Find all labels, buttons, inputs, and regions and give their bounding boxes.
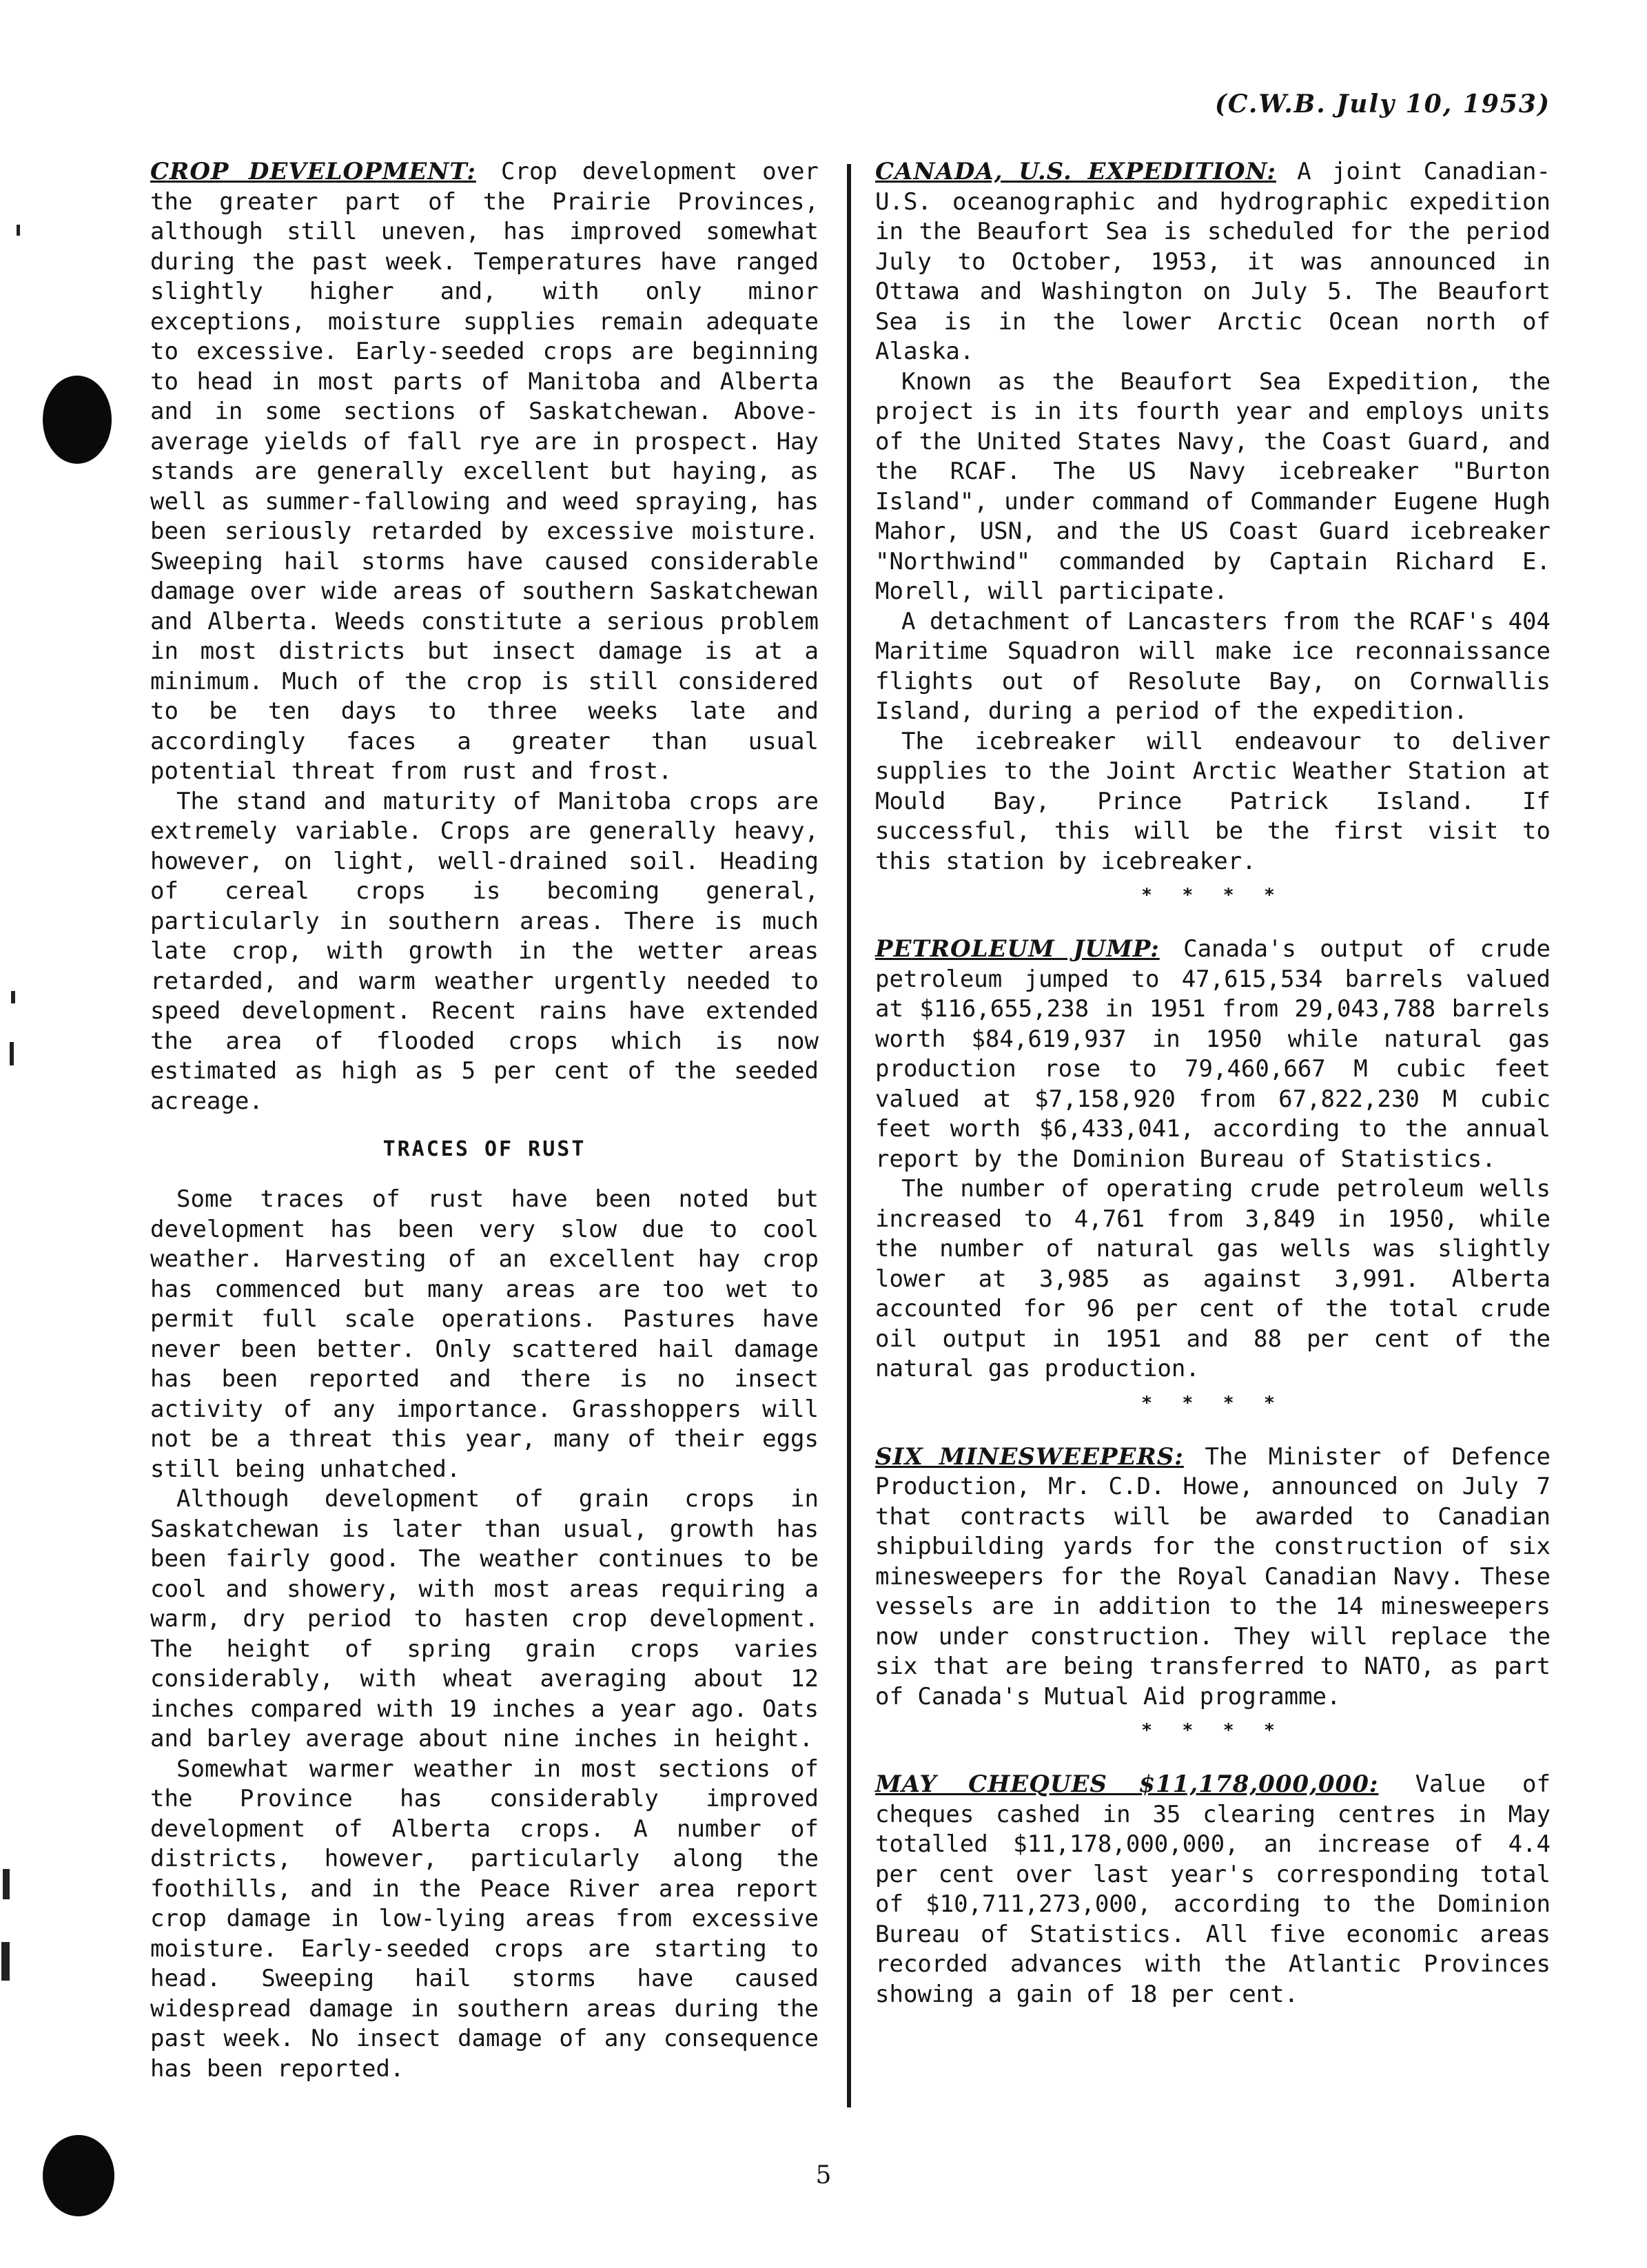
alberta-paragraph: Somewhat warmer weather in most sections of the Province has considerably improved development of Alberta crops. A number of districts, however, particularly along the foothills, and in the Peace River area report crop damage in low-lying areas from excessive moisture. Early-seeded crops are starting to head. Sweeping hail storms have caused widespread damage in southern areas during the past week. No insect damage of any consequence has been reported. [150,1755,819,2083]
minesweepers-text: The Minister of Defence Production, Mr. C.D. Howe, announced on July 7 that contracts will be awarded to Canadian shipbuilding yards for the construction of six minesweepers for the Royal Canadian Navy. These vessels are in addition to the 14 minesweepers now under construction. They will replace the six that are being transferred to NATO, as part of Canada's Mutual Aid programme. [875,1442,1551,1710]
expedition-paragraph-4: The icebreaker will endeavour to deliver supplies to the Joint Arctic Weather Station at Mould Bay, Prince Patrick Island. If successful, this will be the first visit to this station by icebreaker. [875,727,1551,875]
left-column [150,157,819,2084]
expedition-text: A joint Canadian-U.S. oceanographic and hydrographic expedition in the Beaufort Sea is scheduled for the period July to October, 1953, it was announced in Ottawa and Washington on July 5. The Beaufort Sea is in the lower Arctic Ocean north of Alaska. [875,158,1551,365]
expedition-paragraph [875,157,1551,367]
rust-paragraph: Some traces of rust have been noted but development has been very slow due to cool weather. Harvesting of an excellent hay crop has commenced but many areas are too wet to permit full scale operations. Pastures have never been better. Only scattered hail damage has been reported and there is no insect activity of any importance. Grasshoppers will not be a threat this year, many of their eggs still being unhatched. [150,1185,819,1483]
margin-mark [17,225,20,236]
cheques-paragraph [875,1770,1551,2010]
petroleum-paragraph [875,934,1551,1174]
expedition-paragraph-2: Known as the Beaufort Sea Expedition, the project is in its fourth year and employs units of the United States Navy, the Coast Guard, and the RCAF. The US Navy icebreaker "Burton Island", under command of Commander Eugene Hugh Mahor, USN, and the US Coast Guard icebreaker "Northwind" commanded by Captain Richard E. Morell, will participate. [875,367,1551,605]
manitoba-crops-paragraph: The stand and maturity of Manitoba crops are extremely variable. Crops are generally heavy, however, on light, well-drained soil. Heading of cereal crops is becoming general, particularly in southern areas. There is much late crop, with growth in the wetter areas retarded, and warm weather urgently needed to speed development. Recent rains have extended the area of flooded crops which is now estimated as high as 5 per cent of the seeded acreage. [150,787,819,1115]
right-column [875,157,1551,2010]
crop-development-paragraph [150,157,819,787]
cheques-heading: MAY CHEQUES $11,178,000,000: [875,1770,1379,1798]
saskatchewan-paragraph: Although development of grain crops in Saskatchewan is later than usual, growth has been fairly good. The weather continues to be cool and showery, with most areas requiring a warm, dry period to hasten crop development. The height of spring grain crops varies considerably, with wheat averaging about 12 inches compared with 19 inches a year ago. Oats and barley average about nine inches in height. [150,1485,819,1753]
crop-development-heading: CROP DEVELOPMENT: [150,158,476,185]
section-separator: * * * * [1141,1392,1285,1413]
expedition-paragraph-3: A detachment of Lancasters from the RCAF's 404 Maritime Squadron will make ice reconnaissance flights out of Resolute Bay, on Cornwallis Island, during a period of the expedition. [875,607,1551,725]
expedition-heading: CANADA, U.S. EXPEDITION: [875,158,1276,185]
petroleum-text: Canada's output of crude petroleum jumped to 47,615,534 barrels valued at $116,655,238 in 1951 from 29,043,788 barrels worth $84,619,937 in 1950 while natural gas production rose to 79,460,667 M cubic feet valued at $7,158,920 from 67,822,230 M cubic feet worth $6,433,041, according to the annual report by the Dominion Bureau of Statistics. [875,935,1551,1173]
cheques-text: Value of cheques cashed in 35 clearing centres in May totalled $11,178,000,000, an increase of 4.4 per cent over last year's corresponding total of $10,711,273,000, according to the Dominion Bureau of Statistics. All five economic areas recorded advances with the Atlantic Provinces showing a gain of 18 per cent. [875,1770,1551,2008]
crop-development-text: Crop development over the greater part of the Prairie Provinces, although still uneven, has improved somewhat during the past week. Temperatures have ranged slightly higher and, with only minor exceptions, moisture supplies remain adequate to excessive. Early-seeded crops are beginning to head in most parts of Manitoba and Alberta and in some sections of Saskatchewan. Above-average yields of fall rye are in prospect. Hay stands are generally excellent but haying, as well as summer-fallowing and weed spraying, has been seriously retarded by excessive moisture. Sweeping hail storms have caused considerable damage over wide areas of southern Saskatchewan and Alberta. Weeds constitute a serious problem in most districts but insect damage is at a minimum. Much of the crop is still considered to be ten days to three weeks late and accordingly faces a greater than usual potential threat from rust and frost. [150,158,819,785]
column-divider [847,164,851,2107]
page-header-citation: (C.W.B. July 10, 1953) [1214,90,1551,119]
petroleum-paragraph-2: The number of operating crude petroleum wells increased to 4,761 from 3,849 in 1950, while the number of natural gas wells was slightly lower at 3,985 as against 3,991. Alberta accounted for 96 per cent of the total crude oil output in 1951 and 88 per cent of the natural gas production. [875,1175,1551,1382]
page-number: 5 [815,2161,832,2189]
section-separator: * * * * [1141,885,1285,906]
minesweepers-paragraph [875,1442,1551,1713]
margin-mark [1,1942,10,1981]
section-separator: * * * * [1141,1720,1285,1741]
punch-hole-top [43,376,112,464]
petroleum-heading: PETROLEUM JUMP: [875,935,1160,963]
margin-mark [11,991,15,1003]
margin-mark [10,1042,14,1065]
margin-mark [3,1869,10,1899]
minesweepers-heading: SIX MINESWEEPERS: [875,1442,1184,1471]
traces-of-rust-subheading: TRACES OF RUST [382,1137,586,1161]
